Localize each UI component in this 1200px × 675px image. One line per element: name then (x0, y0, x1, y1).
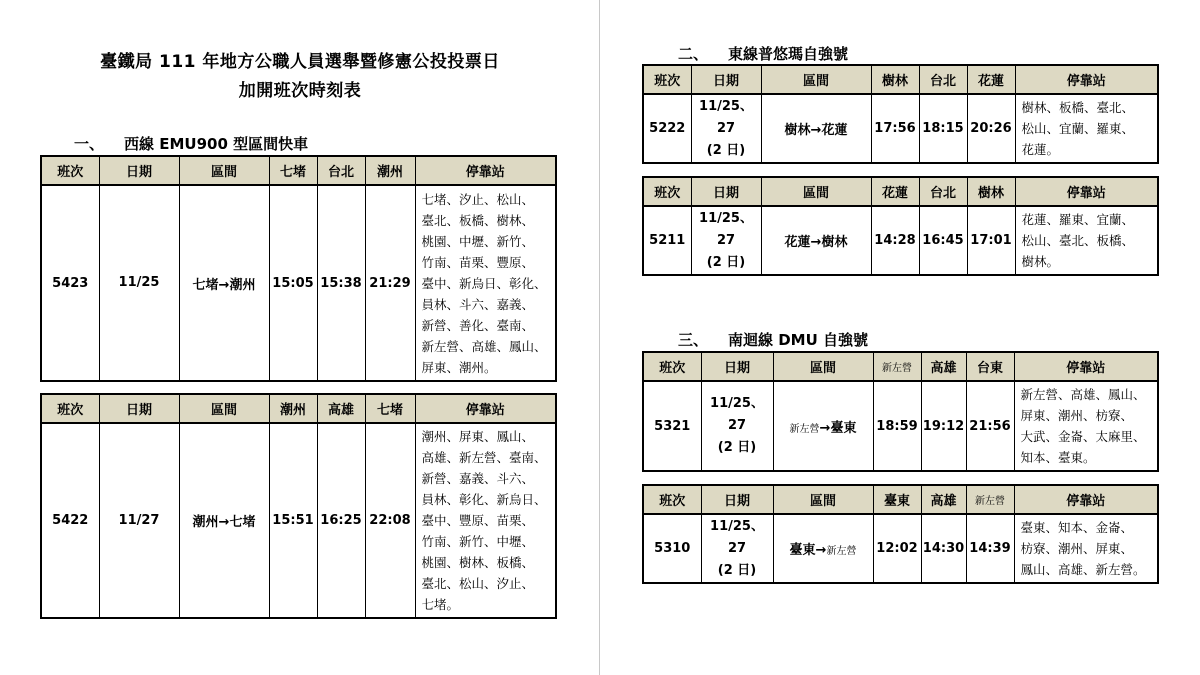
col-station-3: 新左營 (966, 485, 1014, 514)
time-3: 14:39 (966, 514, 1014, 583)
col-station-3: 七堵 (365, 394, 415, 423)
time-3: 21:56 (966, 381, 1014, 471)
col-station-1: 樹林 (871, 65, 919, 94)
time-1: 14:28 (871, 206, 919, 275)
time-1: 15:51 (269, 423, 317, 618)
col-date: 日期 (701, 485, 773, 514)
col-route: 區間 (761, 177, 871, 206)
col-station-3: 台東 (966, 352, 1014, 381)
col-station-3: 樹林 (967, 177, 1015, 206)
col-station-3: 花蓮 (967, 65, 1015, 94)
col-route: 區間 (179, 156, 269, 185)
timetable-5321 (642, 351, 1159, 472)
col-stops: 停靠站 (1014, 352, 1158, 381)
col-route: 區間 (773, 352, 873, 381)
section-number: 二、 (678, 45, 709, 63)
train-number: 5423 (41, 185, 99, 381)
section-name: 東線普悠瑪自強號 (728, 45, 849, 63)
col-station-2: 台北 (317, 156, 365, 185)
time-1: 17:56 (871, 94, 919, 163)
timetable-5211 (642, 176, 1159, 276)
col-station-1: 新左營 (873, 352, 921, 381)
table-row (643, 514, 1158, 583)
timetable-5222 (642, 64, 1159, 164)
service-date: 11/25、27 (2 日) (701, 514, 773, 583)
time-1: 18:59 (873, 381, 921, 471)
col-station-1: 七堵 (269, 156, 317, 185)
time-3: 20:26 (967, 94, 1015, 163)
col-date: 日期 (701, 352, 773, 381)
col-stops: 停靠站 (1015, 177, 1158, 206)
time-2: 16:45 (919, 206, 967, 275)
stop-list: 樹林、板橋、臺北、 松山、宜蘭、羅東、 花蓮。 (1015, 94, 1158, 163)
time-3: 17:01 (967, 206, 1015, 275)
table-header-row (41, 156, 556, 185)
col-station-1: 潮州 (269, 394, 317, 423)
section-heading-east (678, 43, 848, 64)
time-2: 15:38 (317, 185, 365, 381)
col-route: 區間 (773, 485, 873, 514)
table-header-row (643, 177, 1158, 206)
time-2: 16:25 (317, 423, 365, 618)
service-date: 11/25、27 (2 日) (691, 94, 761, 163)
table-row (643, 94, 1158, 163)
train-number: 5422 (41, 423, 99, 618)
route: 潮州→七堵 (179, 423, 269, 618)
stop-list: 七堵、汐止、松山、 臺北、板橋、樹林、 桃園、中壢、新竹、 竹南、苗栗、豐原、 臺中、新烏日、彰化、 員林、斗六、嘉義、 新營、善化、臺南、 新左營、高雄、鳳山、 屏東、潮州。 (415, 185, 556, 381)
timetable-5423 (40, 155, 557, 382)
col-stops: 停靠站 (415, 156, 556, 185)
time-1: 15:05 (269, 185, 317, 381)
stop-list: 潮州、屏東、鳳山、 高雄、新左營、臺南、 新營、嘉義、斗六、 員林、彰化、新烏日、 臺中、豐原、苗栗、 竹南、新竹、中壢、 桃園、樹林、板橋、 臺北、松山、汐止、 七堵。 (415, 423, 556, 618)
section-heading-west (74, 133, 308, 154)
section-name: 西線 EMU900 型區間快車 (124, 135, 309, 153)
time-1: 12:02 (873, 514, 921, 583)
route-destination: 新左營 (826, 546, 857, 557)
col-route: 區間 (179, 394, 269, 423)
route-origin: 臺東 (789, 543, 816, 558)
table-header-row (643, 65, 1158, 94)
time-3: 22:08 (365, 423, 415, 618)
table-header-row (41, 394, 556, 423)
col-station-1: 花蓮 (871, 177, 919, 206)
col-stops: 停靠站 (1015, 65, 1158, 94)
col-date: 日期 (691, 177, 761, 206)
section-number: 三、 (678, 331, 709, 349)
document-title-line-2: 加開班次時刻表 (238, 81, 362, 101)
stop-list: 臺東、知本、金崙、 枋寮、潮州、屏東、 鳳山、高雄、新左營。 (1014, 514, 1158, 583)
route-destination: 臺東 (830, 420, 857, 436)
timetable-5422 (40, 393, 557, 619)
route (773, 514, 873, 583)
col-station-2: 台北 (919, 65, 967, 94)
route: 七堵→潮州 (179, 185, 269, 381)
col-stops: 停靠站 (1014, 485, 1158, 514)
service-date: 11/25 (99, 185, 179, 381)
col-station-2: 高雄 (921, 485, 966, 514)
time-2: 18:15 (919, 94, 967, 163)
table-header-row (643, 352, 1158, 381)
time-3: 21:29 (365, 185, 415, 381)
route-origin: 新左營 (789, 423, 820, 435)
stop-list: 新左營、高雄、鳳山、 屏東、潮州、枋寮、 大武、金崙、太麻里、 知本、臺東。 (1014, 381, 1158, 471)
col-station-1: 臺東 (873, 485, 921, 514)
document-title-line-1: 臺鐵局 111 年地方公職人員選舉暨修憲公投投票日 (100, 52, 500, 72)
col-station-3: 潮州 (365, 156, 415, 185)
col-station-2: 高雄 (317, 394, 365, 423)
col-date: 日期 (99, 394, 179, 423)
table-row (41, 423, 556, 618)
col-station-2: 高雄 (921, 352, 966, 381)
col-train: 班次 (41, 394, 99, 423)
route (773, 381, 873, 471)
route-arrow: → (819, 420, 831, 436)
service-date: 11/27 (99, 423, 179, 618)
col-route: 區間 (761, 65, 871, 94)
col-station-2: 台北 (919, 177, 967, 206)
col-train: 班次 (643, 65, 691, 94)
col-date: 日期 (691, 65, 761, 94)
table-row (643, 206, 1158, 275)
col-train: 班次 (643, 352, 701, 381)
train-number: 5222 (643, 94, 691, 163)
route-arrow: → (815, 543, 827, 558)
col-stops: 停靠站 (415, 394, 556, 423)
section-name: 南迴線 DMU 自強號 (728, 331, 869, 349)
col-train: 班次 (643, 177, 691, 206)
service-date: 11/25、27 (2 日) (691, 206, 761, 275)
route: 花蓮→樹林 (761, 206, 871, 275)
col-train: 班次 (643, 485, 701, 514)
service-date: 11/25、27 (2 日) (701, 381, 773, 471)
train-number: 5310 (643, 514, 701, 583)
col-date: 日期 (99, 156, 179, 185)
table-row (643, 381, 1158, 471)
col-train: 班次 (41, 156, 99, 185)
section-heading-south-link (678, 329, 868, 350)
stop-list: 花蓮、羅東、宜蘭、 松山、臺北、板橋、 樹林。 (1015, 206, 1158, 275)
timetable-5310 (642, 484, 1159, 584)
route: 樹林→花蓮 (761, 94, 871, 163)
table-row (41, 185, 556, 381)
time-2: 19:12 (921, 381, 966, 471)
train-number: 5211 (643, 206, 691, 275)
table-header-row (643, 485, 1158, 514)
section-number: 一、 (74, 135, 105, 153)
train-number: 5321 (643, 381, 701, 471)
time-2: 14:30 (921, 514, 966, 583)
page-divider (599, 0, 600, 675)
